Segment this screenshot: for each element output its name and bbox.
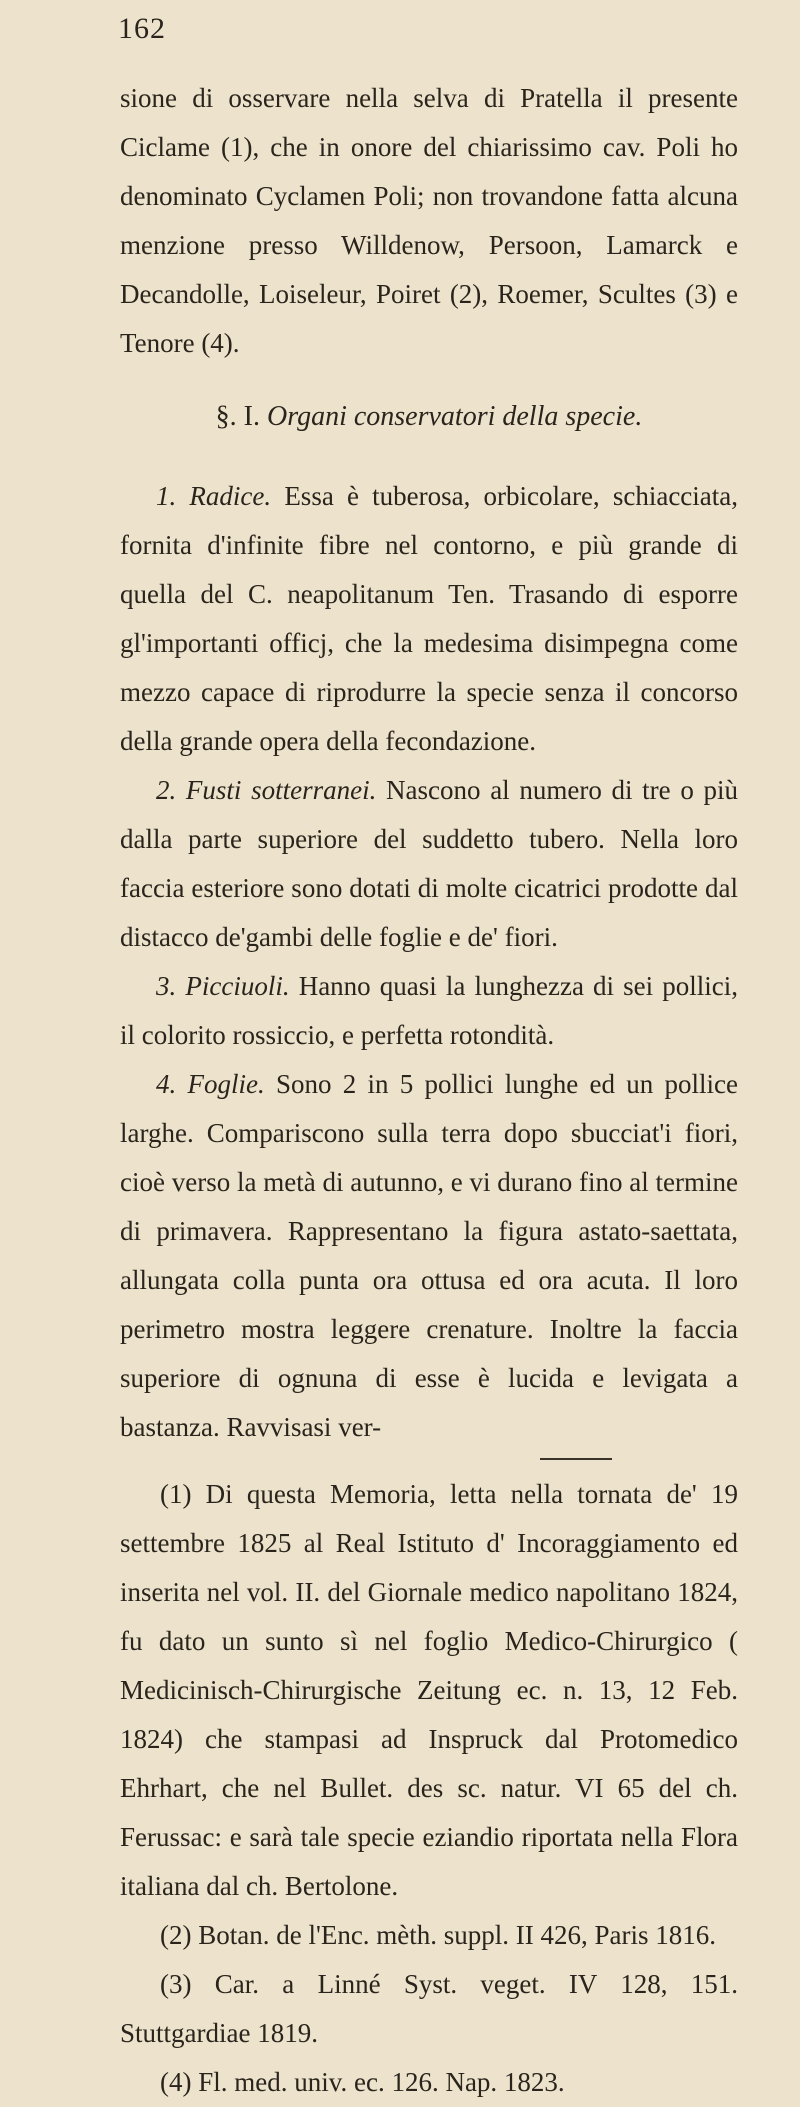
- section-title: Organi conservatori della specie.: [266, 401, 643, 432]
- item-label: 2. Fusti sotterranei.: [156, 775, 377, 805]
- section-heading: [120, 396, 738, 438]
- item-text: Sono 2 in 5 pollici lunghe ed un pollice larghe. Compariscono sulla terra dopo sbucciat'i fiori, cioè verso la metà di autunno, e vi durano fino al termine di primavera. Rappresentano la figura astato-saettata, allungata colla punta ora ottusa ed ora acuta. Il loro perimetro mostra leggere crenature. Inoltre la faccia superiore di ognuna di esse è lucida e levigata a bastanza. Ravvisasi ver-: [120, 1069, 739, 1442]
- intro-paragraph: sione di osservare nella selva di Pratella il presente Ciclame (1), che in onore del chiarissimo cav. Poli ho denominato Cyclamen Poli; non trovandone fatta alcuna menzione presso Willdenow, Persoon, Lamarck e Decandolle, Loiseleur, Poiret (2), Roemer, Scultes (3) e Tenore (4).: [120, 83, 738, 358]
- item-text: Nascono al numero di tre o più dalla parte superiore del suddetto tubero. Nella loro faccia esteriore sono dotati di molte cicatrici prodotte dal distacco de'gambi delle foglie e de' fiori.: [120, 775, 739, 952]
- item-text: Hanno quasi la lunghezza di sei pollici, il colorito rossiccio, e perfetta rotondità.: [120, 971, 739, 1050]
- footnote-1: (1) Di questa Memoria, letta nella tornata de' 19 settembre 1825 al Real Istituto d' Incoraggiamento ed inserita nel vol. II. del Giornale medico napolitano 1824, fu dato un sunto sì nel foglio Medico-Chirurgico ( Medicinisch-Chirurgische Zeitung ec. n. 13, 12 Feb. 1824) che stampasi ad Inspruck dal Protomedico Ehrhart, che nel Bullet. des sc. natur. VI 65 del ch. Ferussac: e sarà tale specie eziandio riportata nella Flora italiana dal ch. Bertolone.: [120, 1479, 738, 1901]
- footnote-divider: [540, 1458, 612, 1460]
- section-number: §. I.: [215, 401, 260, 432]
- item-radice: [120, 472, 738, 766]
- item-text: Essa è tuberosa, orbicolare, schiacciata, fornita d'infinite fibre nel contorno, e più grande di quella del C. neapolitanum Ten. Trasando di esporre gl'importanti officj, che la medesima disimpegna come mezzo capace di riprodurre la specie senza il concorso della grande opera della fecondazione.: [120, 481, 739, 756]
- footnote-4: (4) Fl. med. univ. ec. 126. Nap. 1823.: [160, 2067, 565, 2097]
- footnote-2: (2) Botan. de l'Enc. mèth. suppl. II 426, Paris 1816.: [160, 1920, 717, 1950]
- page-number: 162: [118, 12, 166, 45]
- item-label: 1. Radice.: [156, 481, 272, 511]
- main-text: [120, 74, 738, 2107]
- item-picciuoli: [120, 962, 738, 1060]
- footnote-3: (3) Car. a Linné Syst. veget. IV 128, 151. Stuttgardiae 1819.: [120, 1969, 738, 2048]
- item-fusti: [120, 766, 738, 962]
- item-label: 3. Picciuoli.: [156, 971, 290, 1001]
- footnotes: [120, 1470, 738, 2107]
- item-label: 4. Foglie.: [156, 1069, 265, 1099]
- item-foglie: [120, 1060, 738, 1452]
